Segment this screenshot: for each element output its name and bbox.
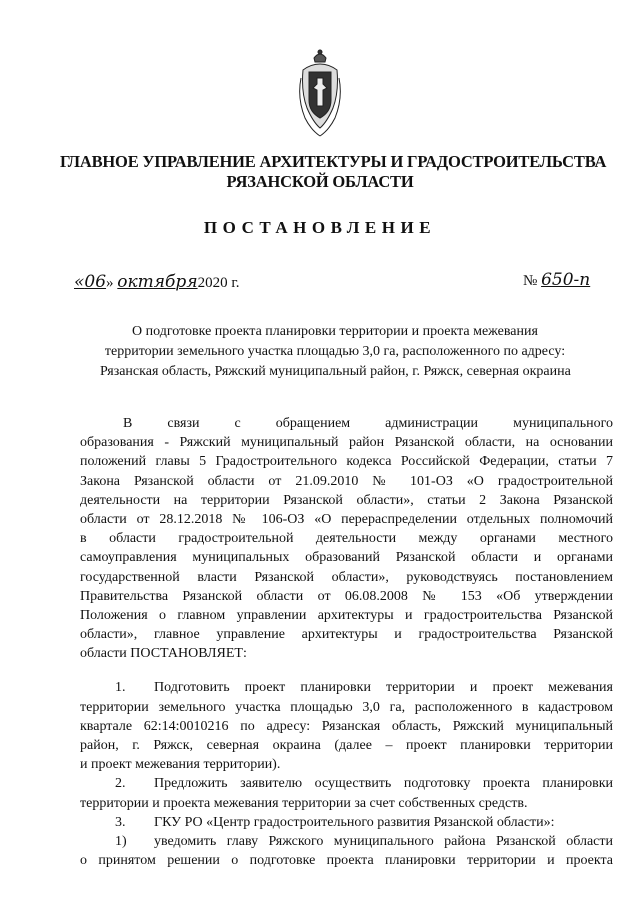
number-value: 650-п	[541, 270, 591, 290]
item-3	[80, 813, 613, 832]
item-line: территории земельного участка площадью 3,0 га, расположенного в кадастровом	[80, 699, 613, 715]
item-1	[80, 678, 613, 697]
item-line: ГКУ РО «Центр градостроительного развития Рязанской области»:	[154, 814, 555, 830]
subitem-1	[80, 832, 613, 851]
item-line: Предложить заявителю осуществить подготовку проекта планировки	[154, 776, 613, 792]
item-line: и проект межевания территории).	[80, 757, 281, 773]
preamble-line: самоуправления муниципальных образований Рязанской области и органами	[80, 550, 613, 566]
preamble-line: Положения о главном управлении архитектуры и градостроительства Рязанской	[80, 607, 613, 623]
date-open-quote: «	[74, 272, 85, 292]
preamble-line: в области градостроительной деятельности между органами местного	[80, 531, 613, 547]
item-line: квартале 62:14:0010216 по адресу: Рязанская область, Ряжский муниципальный	[80, 718, 613, 734]
date-close-quote: »	[106, 275, 114, 291]
authority-line-2: РЯЗАНСКОЙ ОБЛАСТИ	[226, 172, 414, 191]
date-year: 2020 г.	[197, 275, 240, 291]
date-month: октября	[117, 272, 198, 292]
subitem-line: о принятом решении о подготовке проекта планировки территории и проекта	[80, 853, 613, 869]
authority-line-1: ГЛАВНОЕ УПРАВЛЕНИЕ АРХИТЕКТУРЫ И ГРАДОСТРОИТЕЛЬСТВА	[60, 152, 607, 171]
document-body	[80, 414, 613, 870]
issuing-authority	[60, 152, 607, 192]
item-2	[80, 774, 613, 793]
preamble-line: государственной власти Рязанской области», руководствуясь постановлением	[80, 569, 613, 585]
preamble-line: Правительства Рязанской области от 06.08.2008 № 153 «Об утверждении	[80, 588, 613, 604]
document-subject	[100, 322, 570, 382]
item-line: район, г. Ряжск, северная окраина (далее – проект планировки территории	[80, 738, 613, 754]
preamble-line: В связи с обращением администрации муниципального	[123, 416, 613, 431]
subitem-line: уведомить главу Ряжского муниципального района Рязанской области	[154, 833, 613, 849]
date-day: 06	[84, 272, 107, 292]
preamble-line: положений главы 5 Градостроительного кодекса Российской Федерации, статьи 7	[80, 454, 613, 470]
preamble-line: Закона Рязанской области от 21.09.2010 № 101-ОЗ «О градостроительной	[80, 473, 613, 489]
coat-of-arms-emblem	[297, 48, 343, 140]
number-prefix: №	[523, 273, 538, 289]
item-line: территории и проекта межевания территории за счет собственных средств.	[80, 795, 528, 811]
preamble-line: области», главное управление архитектуры и градостроительства Рязанской	[80, 627, 613, 643]
subject-line: Рязанская область, Ряжский муниципальный район, г. Ряжск, северная окраина	[100, 364, 571, 379]
subject-line: О подготовке проекта планировки территории и проекта межевания	[132, 324, 538, 339]
item-line: Подготовить проект планировки территории и проект межевания	[154, 680, 613, 696]
preamble-line: образования - Ряжский муниципальный район Рязанской области, на основании	[80, 435, 613, 451]
item-number: 1.	[115, 680, 126, 696]
item-number: 3.	[115, 814, 126, 830]
item-number: 2.	[115, 776, 126, 792]
subject-line: территории земельного участка площадью 3,0 га, расположенного по адресу:	[104, 344, 566, 359]
subitem-number: 1)	[115, 833, 127, 849]
preamble-line: области от 28.12.2018 № 106-ОЗ «О перераспределении отдельных полномочий	[80, 511, 613, 527]
document-title: ПОСТАНОВЛЕНИЕ	[203, 218, 437, 237]
preamble-line: области ПОСТАНОВЛЯЕТ:	[80, 646, 247, 662]
document-number	[523, 270, 590, 290]
document-date	[74, 272, 240, 292]
preamble-line: деятельности на территории Рязанской области», статьи 2 Закона Рязанской	[80, 492, 613, 508]
